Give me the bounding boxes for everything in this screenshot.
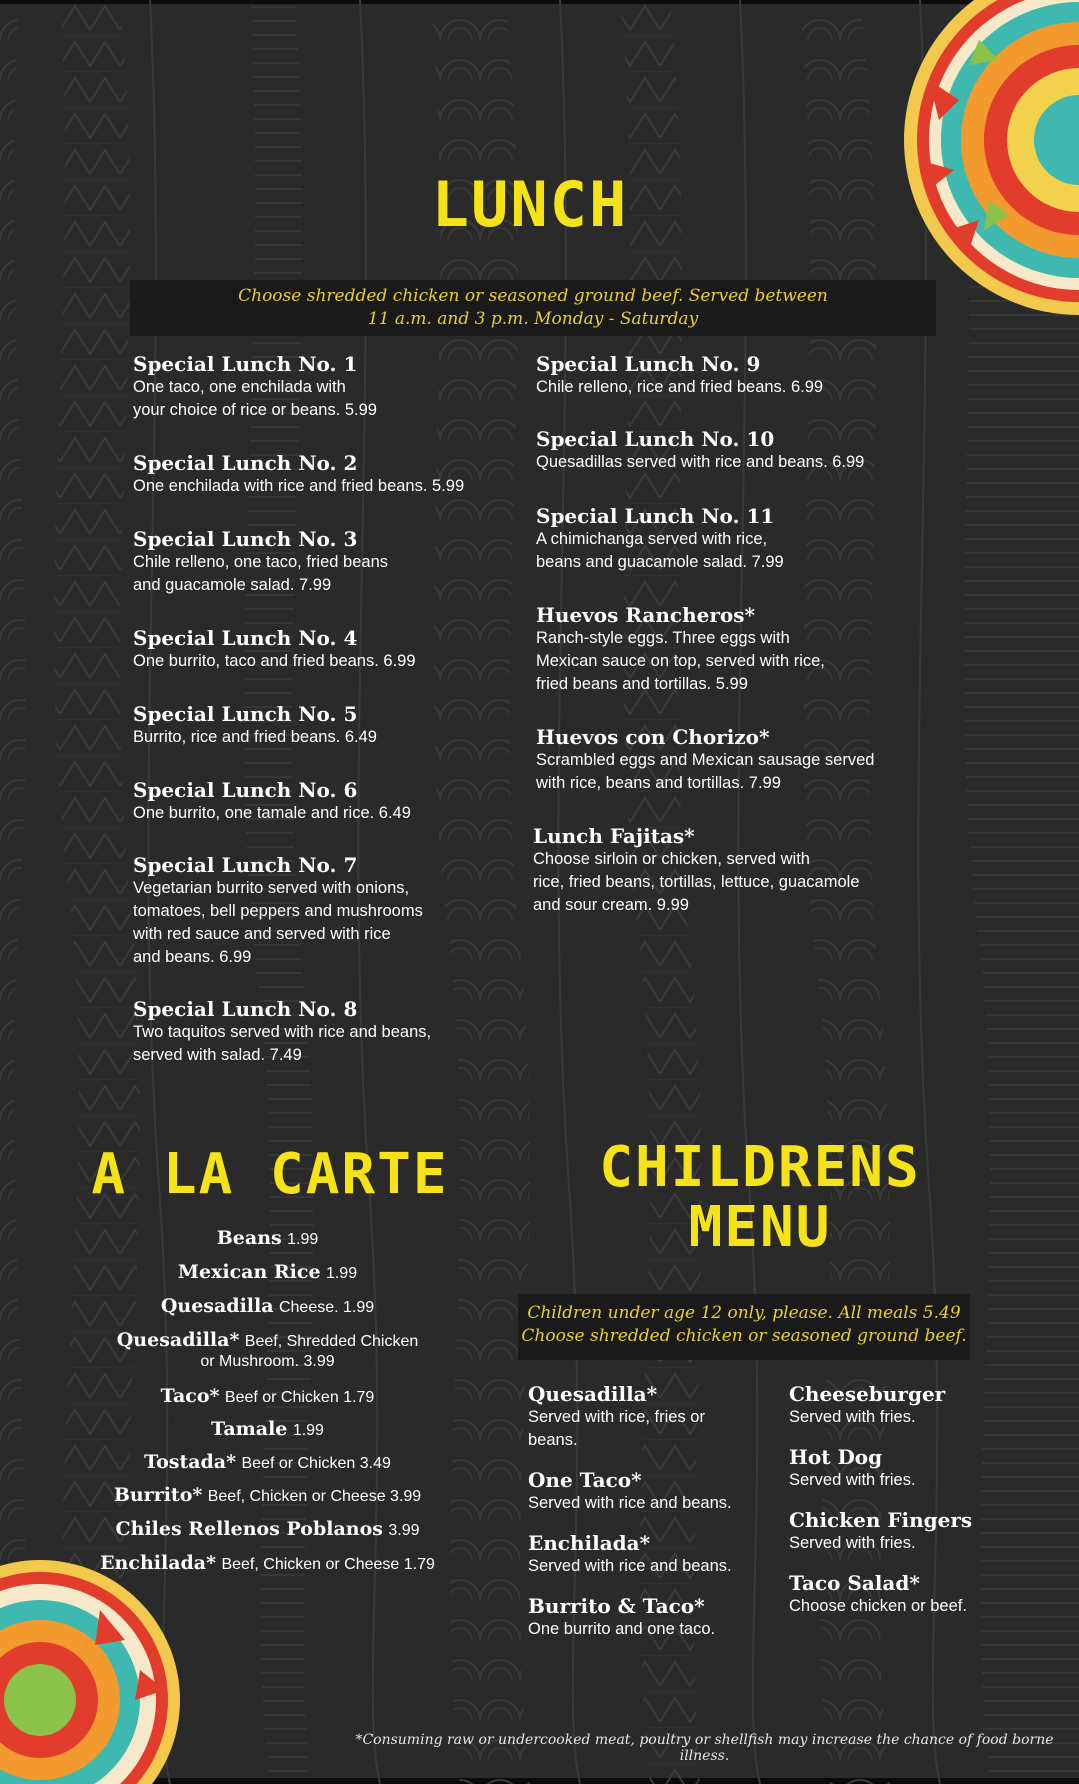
lunch-item-desc: Burrito, rice and fried beans. 6.49 (133, 728, 377, 746)
lunch-item-name: Lunch Fajitas* (533, 824, 695, 848)
lunch-item-name: Special Lunch No. 6 (133, 778, 358, 802)
alacarte-item-name: Chiles Rellenos Poblanos (115, 1518, 383, 1540)
childrens-item-name: Enchilada* (528, 1531, 651, 1555)
alacarte-item (0, 1446, 535, 1480)
lunch-item (133, 451, 464, 498)
childrens-item (528, 1531, 732, 1578)
childrens-item-desc: Choose chicken or beef. (789, 1597, 967, 1615)
alacarte-item (0, 1513, 535, 1547)
lunch-item-desc: Quesadillas served with rice and beans. 6.99 (536, 453, 865, 471)
alacarte-item-name: Mexican Rice (177, 1261, 321, 1283)
alacarte-item-desc-cont: or Mushroom. 3.99 (200, 1353, 335, 1370)
childrens-item-desc: Served with rice and beans. (528, 1557, 732, 1575)
lunch-item (133, 853, 423, 969)
lunch-item (533, 824, 860, 917)
childrens-item (789, 1445, 916, 1492)
lunch-item-name: Special Lunch No. 3 (133, 527, 358, 551)
childrens-title-line1: CHILDRENS (599, 1135, 921, 1200)
alacarte-item-name: Beans (216, 1227, 282, 1249)
alacarte-item (0, 1256, 535, 1290)
alacarte-item (0, 1222, 535, 1256)
alacarte-item-desc: Beef, Shredded Chicken (244, 1333, 419, 1350)
lunch-item-name: Special Lunch No. 7 (133, 853, 358, 877)
childrens-item-name: Cheeseburger (789, 1382, 946, 1406)
alacarte-item (0, 1290, 535, 1324)
alacarte-item-desc: Beef, Chicken or Cheese 1.79 (221, 1556, 435, 1573)
alacarte-item-name: Burrito* (113, 1484, 203, 1506)
lunch-note-line2: 11 a.m. and 3 p.m. Monday - Saturday (367, 309, 699, 329)
lunch-item-name: Special Lunch No. 2 (133, 451, 358, 475)
childrens-item-name: One Taco* (528, 1468, 642, 1492)
alacarte-item-desc: 1.99 (325, 1265, 358, 1282)
childrens-note-line2: Choose shredded chicken or seasoned ground beef. (521, 1326, 967, 1346)
lunch-item-name: Special Lunch No. 10 (536, 427, 775, 451)
alacarte-item (0, 1547, 535, 1581)
childrens-item-name: Taco Salad* (789, 1571, 920, 1595)
alacarte-item-name: Enchilada* (100, 1552, 217, 1574)
alacarte-item (0, 1479, 535, 1513)
childrens-note-line1: Children under age 12 only, please. All meals 5.49 (527, 1303, 961, 1323)
childrens-item-desc: Served with fries. (789, 1408, 916, 1426)
childrens-item (528, 1594, 715, 1641)
footer-disclaimer: *Consuming raw or undercooked meat, poultry or shellfish may increase the chance of food borne illness. (355, 1732, 1054, 1764)
childrens-title (560, 1135, 960, 1260)
childrens-item-name: Chicken Fingers (789, 1508, 973, 1532)
lunch-item-name: Special Lunch No. 1 (133, 352, 358, 376)
lunch-item-desc: Chile relleno, one taco, fried beans and guacamole salad. 7.99 (133, 553, 388, 594)
childrens-note (518, 1294, 970, 1360)
lunch-item-desc: Ranch-style eggs. Three eggs with Mexican sauce on top, served with rice, fried beans and tortillas. 5.99 (536, 629, 825, 693)
lunch-item-desc: Two taquitos served with rice and beans, served with salad. 7.49 (133, 1023, 432, 1064)
childrens-item (528, 1468, 732, 1515)
lunch-item-name: Special Lunch No. 9 (536, 352, 761, 376)
alacarte-item (0, 1413, 535, 1447)
lunch-item (133, 778, 411, 825)
childrens-item (789, 1508, 972, 1555)
lunch-item-desc: Scrambled eggs and Mexican sausage served with rice, beans and tortillas. 7.99 (536, 751, 875, 792)
childrens-item (528, 1382, 705, 1452)
lunch-item (133, 626, 416, 673)
lunch-item-name: Special Lunch No. 8 (133, 997, 358, 1021)
lunch-item-desc: Choose sirloin or chicken, served with rice, fried beans, tortillas, lettuce, guacamole and sour cream. 9.99 (533, 850, 860, 914)
childrens-title-line2: MENU (688, 1195, 832, 1260)
lunch-item (536, 603, 825, 696)
lunch-item-desc: One taco, one enchilada with your choice of rice or beans. 5.99 (133, 378, 377, 419)
childrens-item-name: Burrito & Taco* (528, 1594, 705, 1618)
alacarte-item (0, 1380, 535, 1414)
lunch-note-line1: Choose shredded chicken or seasoned ground beef. Served between (238, 286, 828, 306)
lunch-item (536, 427, 864, 474)
lunch-item-desc: Chile relleno, rice and fried beans. 6.99 (536, 378, 824, 396)
childrens-item-desc: Served with rice and beans. (528, 1494, 732, 1512)
lunch-item (133, 997, 431, 1067)
alacarte-item-desc: Beef or Chicken 1.79 (224, 1389, 375, 1406)
childrens-item-name: Quesadilla* (528, 1382, 658, 1406)
alacarte-item-desc: 1.99 (287, 1231, 319, 1248)
alacarte-item-desc: Beef, Chicken or Cheese 3.99 (207, 1488, 422, 1505)
alacarte-item-desc: 1.99 (292, 1422, 324, 1439)
lunch-item-desc: One burrito, one tamale and rice. 6.49 (133, 804, 411, 822)
lunch-item (536, 352, 823, 399)
alacarte-item-desc: Beef or Chicken 3.49 (241, 1455, 391, 1472)
lunch-note (130, 280, 936, 336)
alacarte-item-name: Tostada* (144, 1451, 237, 1473)
alacarte-title: A LA CARTE (91, 1142, 449, 1207)
childrens-item-desc: Served with fries. (789, 1534, 916, 1552)
alacarte-item-name: Taco* (160, 1385, 220, 1407)
alacarte-item-name: Tamale (211, 1418, 288, 1440)
lunch-item (133, 527, 388, 597)
childrens-item-name: Hot Dog (789, 1445, 883, 1469)
lunch-item-desc: Vegetarian burrito served with onions, tomatoes, bell peppers and mushrooms with red sauce and served with rice and beans. 6.99 (133, 879, 423, 966)
lunch-item-desc: A chimichanga served with rice, beans and guacamole salad. 7.99 (536, 530, 784, 571)
alacarte-item-name: Quesadilla* (116, 1329, 240, 1351)
lunch-item (133, 702, 377, 749)
alacarte-item-desc: 3.99 (388, 1522, 420, 1539)
alacarte-item-desc: Cheese. 1.99 (278, 1299, 375, 1316)
lunch-item (133, 352, 377, 422)
lunch-item-name: Special Lunch No. 5 (133, 702, 358, 726)
alacarte-item-name: Quesadilla (160, 1295, 274, 1317)
childrens-item-desc: One burrito and one taco. (528, 1620, 716, 1638)
childrens-item (789, 1571, 967, 1618)
childrens-item (789, 1382, 945, 1429)
lunch-item-desc: One enchilada with rice and fried beans. 5.99 (133, 477, 465, 495)
lunch-item-name: Huevos con Chorizo* (536, 725, 770, 749)
lunch-item (536, 725, 874, 795)
childrens-item-desc: Served with fries. (789, 1471, 916, 1489)
lunch-item-name: Special Lunch No. 4 (133, 626, 358, 650)
lunch-item (536, 504, 784, 574)
lunch-item-name: Huevos Rancheros* (536, 603, 755, 627)
lunch-title: LUNCH (431, 168, 629, 241)
lunch-item-name: Special Lunch No. 11 (536, 504, 775, 528)
childrens-item-desc: Served with rice, fries or beans. (528, 1408, 705, 1449)
lunch-item-desc: One burrito, taco and fried beans. 6.99 (133, 652, 416, 670)
alacarte-item (0, 1324, 535, 1372)
